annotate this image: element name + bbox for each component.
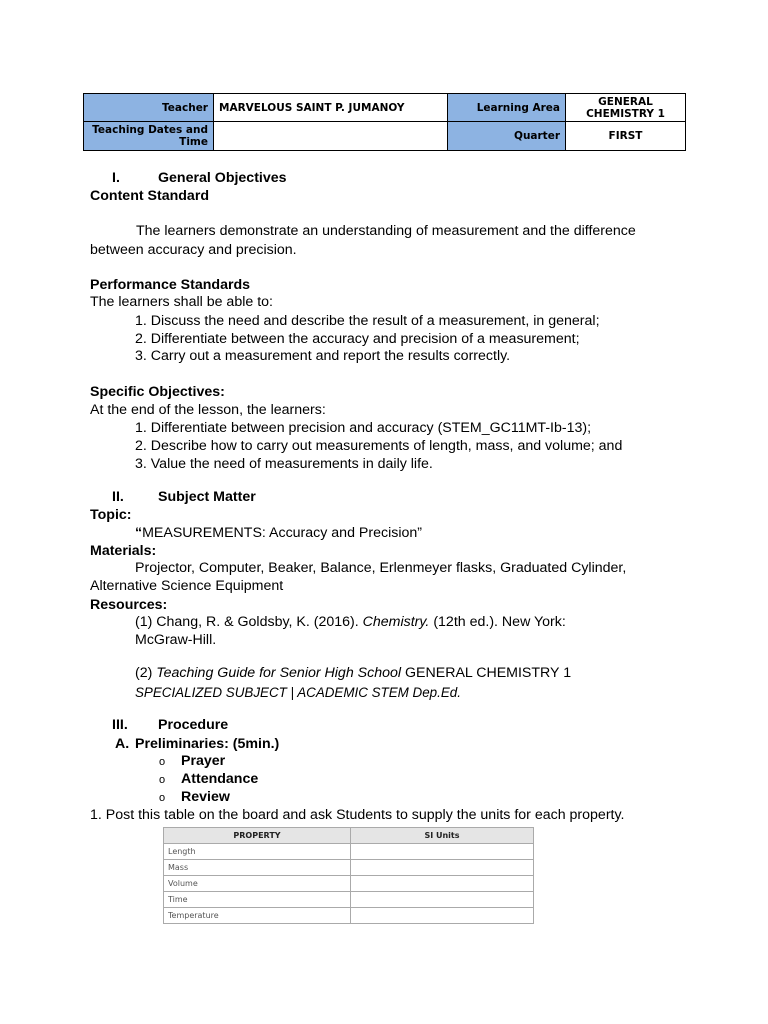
specific-item: 2. Describe how to carry out measurements of length, mass, and volume; and <box>135 438 623 454</box>
resource-2 <box>135 664 571 682</box>
resource-1-title: Chemistry. <box>362 614 430 630</box>
teaching-dates-value <box>214 122 448 151</box>
subsection-a-title: Preliminaries: (5min.) <box>135 736 280 752</box>
table-row <box>164 860 534 876</box>
teaching-dates-label-line2: Time <box>179 136 208 148</box>
learning-area-value-line1: GENERAL <box>598 95 653 108</box>
table-row <box>164 876 534 892</box>
si-unit-cell <box>351 860 534 876</box>
bullet-item-prayer: Prayer <box>181 753 226 769</box>
specific-intro: At the end of the lesson, the learners: <box>90 402 326 418</box>
property-column-header: PROPERTY <box>164 828 351 844</box>
quarter-label: Quarter <box>448 122 566 151</box>
subsection-a-letter: A. <box>115 736 130 752</box>
content-standard-line1: The learners demonstrate an understanding of measurement and the difference <box>136 223 636 239</box>
resource-2-suffix: GENERAL CHEMISTRY 1 <box>401 665 572 681</box>
specific-item: 1. Differentiate between precision and accuracy (STEM_GC11MT-Ib-13); <box>135 420 592 436</box>
resource-1-prefix: (1) Chang, R. & Goldsby, K. (2016). <box>135 614 363 630</box>
materials-heading: Materials: <box>90 543 157 559</box>
learning-area-label: Learning Area <box>448 94 566 122</box>
learning-area-value-line2: CHEMISTRY 1 <box>586 107 665 120</box>
topic-open-quote: “ <box>135 525 143 541</box>
si-unit-cell <box>351 844 534 860</box>
property-cell: Length <box>164 844 351 860</box>
learning-area-value <box>566 94 686 122</box>
quarter-value: FIRST <box>566 122 686 151</box>
teaching-dates-label <box>84 122 214 151</box>
bullet-item-review: Review <box>181 789 230 805</box>
header-row-teacher <box>84 94 686 122</box>
subsection-a-heading <box>115 735 280 753</box>
section-1-heading <box>112 169 287 187</box>
resource-2-line2: SPECIALIZED SUBJECT | ACADEMIC STEM Dep.Ed. <box>135 685 461 700</box>
section-1-title: General Objectives <box>158 170 287 186</box>
si-units-column-header: SI Units <box>351 828 534 844</box>
si-unit-cell <box>351 908 534 924</box>
property-cell: Temperature <box>164 908 351 924</box>
header-row-dates <box>84 122 686 151</box>
bullet-icon: o <box>159 756 166 768</box>
resources-heading: Resources: <box>90 597 168 613</box>
resource-2-italic: Teaching Guide for Senior High School <box>156 665 402 681</box>
section-1-number: I. <box>112 170 120 186</box>
bullet-icon: o <box>159 774 166 786</box>
resource-1-line2: McGraw-Hill. <box>135 632 217 648</box>
materials-line2: Alternative Science Equipment <box>90 578 284 594</box>
content-standard-line2: between accuracy and precision. <box>90 242 297 258</box>
section-2-title: Subject Matter <box>158 489 256 505</box>
si-unit-cell <box>351 876 534 892</box>
section-2-heading <box>112 488 256 506</box>
teacher-label: Teacher <box>84 94 214 122</box>
performance-item: 1. Discuss the need and describe the result of a measurement, in general; <box>135 313 600 329</box>
bullet-icon: o <box>159 792 166 804</box>
topic-text <box>135 524 422 542</box>
topic-title: MEASUREMENTS: Accuracy and Precision” <box>142 525 422 541</box>
bullet-item-attendance: Attendance <box>181 771 259 787</box>
teacher-name: MARVELOUS SAINT P. JUMANOY <box>214 94 448 122</box>
resource-1 <box>135 613 566 631</box>
section-3-title: Procedure <box>158 717 229 733</box>
teaching-dates-label-line1: Teaching Dates and <box>92 124 208 136</box>
performance-item: 3. Carry out a measurement and report the results correctly. <box>135 348 511 364</box>
specific-objectives-heading: Specific Objectives: <box>90 384 225 400</box>
section-3-heading <box>112 716 229 734</box>
property-si-units-table <box>163 827 534 924</box>
table-row <box>164 844 534 860</box>
table-row <box>164 908 534 924</box>
resource-1-suffix: (12th ed.). New York: <box>429 614 566 630</box>
materials-line1: Projector, Computer, Beaker, Balance, Erlenmeyer flasks, Graduated Cylinder, <box>135 560 627 576</box>
property-cell: Mass <box>164 860 351 876</box>
section-3-number: III. <box>112 717 128 733</box>
resource-2-prefix: (2) <box>135 665 157 681</box>
performance-standards-heading: Performance Standards <box>90 277 251 293</box>
section-2-number: II. <box>112 489 124 505</box>
si-unit-cell <box>351 892 534 908</box>
performance-intro: The learners shall be able to: <box>90 294 273 310</box>
table-row <box>164 892 534 908</box>
topic-heading: Topic: <box>90 507 132 523</box>
property-cell: Volume <box>164 876 351 892</box>
content-standard-heading: Content Standard <box>90 188 210 204</box>
specific-item: 3. Value the need of measurements in daily life. <box>135 456 433 472</box>
table-header-row <box>164 828 534 844</box>
performance-item: 2. Differentiate between the accuracy and precision of a measurement; <box>135 331 580 347</box>
lesson-header-table <box>83 93 686 151</box>
procedure-instruction: 1. Post this table on the board and ask Students to supply the units for each property. <box>90 807 625 823</box>
property-cell: Time <box>164 892 351 908</box>
